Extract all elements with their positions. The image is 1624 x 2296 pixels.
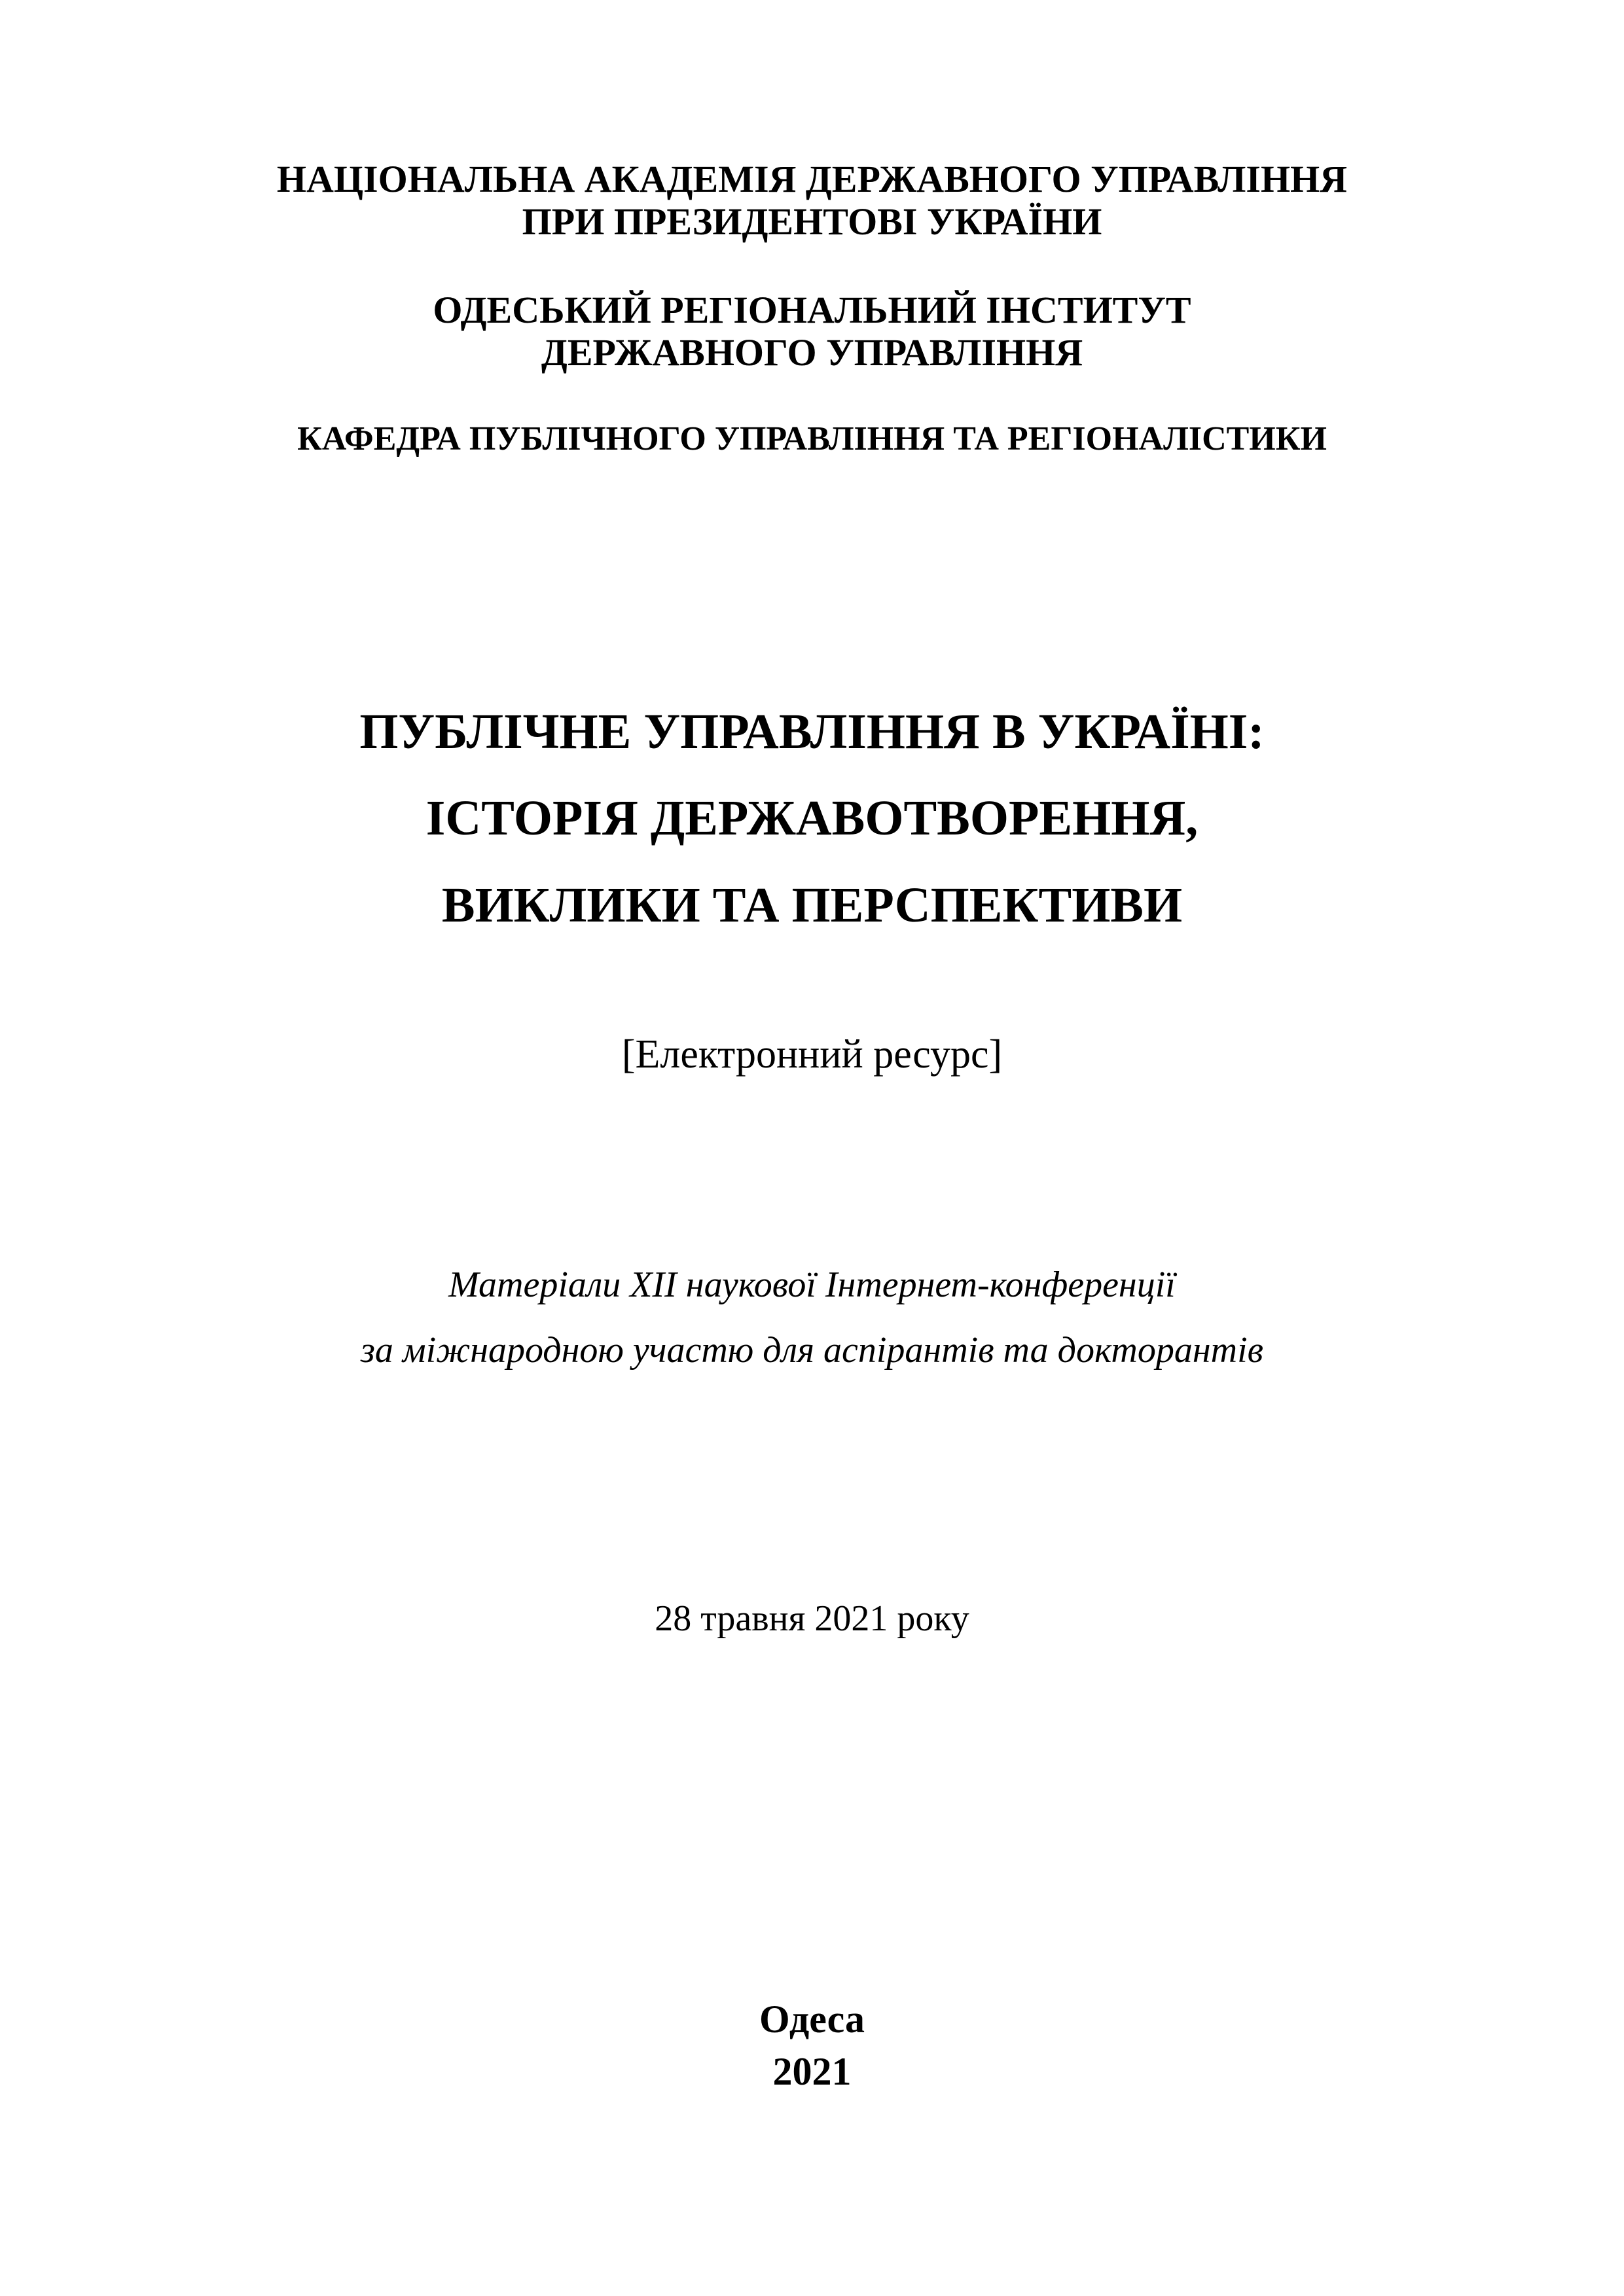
department-name: КАФЕДРА ПУБЛІЧНОГО УПРАВЛІННЯ ТА РЕГІОНАЛІСТИКИ (297, 420, 1327, 457)
academy-name-line2: ПРИ ПРЕЗИДЕНТОВІ УКРАЇНИ (522, 200, 1102, 243)
main-title-line3: ВИКЛИКИ ТА ПЕРСПЕКТИВИ (441, 878, 1183, 933)
publication-year: 2021 (772, 2050, 852, 2093)
main-title-line2: ІСТОРІЯ ДЕРЖАВОТВОРЕННЯ, (425, 791, 1199, 846)
publication-city: Одеса (759, 1998, 865, 2041)
institute-name-line1: ОДЕСЬКИЙ РЕГІОНАЛЬНИЙ ІНСТИТУТ (433, 289, 1191, 331)
conference-date: 28 травня 2021 року (655, 1598, 969, 1639)
institute-name-line2: ДЕРЖАВНОГО УПРАВЛІННЯ (541, 331, 1083, 374)
conference-description-line2: за міжнародною участю для аспірантів та докторантів (361, 1330, 1263, 1371)
conference-description-line1: Матеріали XII наукової Інтернет-конференції (448, 1265, 1176, 1305)
main-title-line1: ПУБЛІЧНЕ УПРАВЛІННЯ В УКРАЇНІ: (359, 704, 1265, 759)
resource-note: [Електронний ресурс] (621, 1032, 1003, 1077)
academy-name-line1: НАЦІОНАЛЬНА АКАДЕМІЯ ДЕРЖАВНОГО УПРАВЛІННЯ (276, 158, 1348, 200)
